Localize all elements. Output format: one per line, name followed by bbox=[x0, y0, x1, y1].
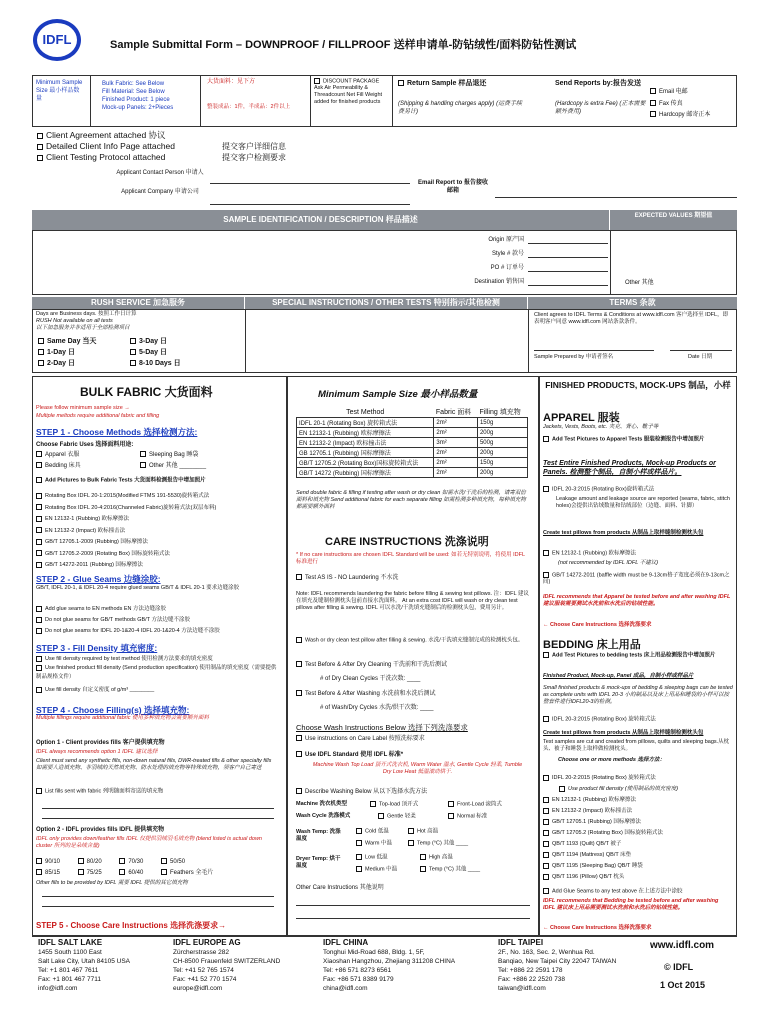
bulk-title: BULK FABRIC 大货面料 bbox=[80, 385, 213, 399]
fills-line-1[interactable] bbox=[42, 808, 274, 809]
return-sample-checkbox[interactable]: Return Sample 样品退还 bbox=[398, 78, 486, 88]
bedding-en-12132-1[interactable]: EN 12132-1 (Rubbing) 欧标摩擦法 bbox=[543, 795, 733, 806]
method-idfl-20-1[interactable]: Rotating Box IDFL 20-1:2015(Modified FTMS 191-5530)旋转箱式法 bbox=[36, 491, 286, 503]
apparel-gbt-14272[interactable]: GB/T 14272-2011 (baffle width must be 9-13cm格子宽度必须在9-13cm之间) bbox=[543, 572, 730, 586]
top-load[interactable]: Top-load 顶开式 bbox=[370, 801, 418, 808]
normal[interactable]: Normal 标准 bbox=[448, 813, 487, 820]
method-idfl-20-4[interactable]: Rotating Box IDFL 20-4:2016(Channeled Fabric)旋转箱式法(双层布料) bbox=[36, 503, 286, 515]
option1-note: IDFL always recommends option 1 IDFL 建议选择 bbox=[36, 749, 158, 755]
bedding-qbt-1194[interactable]: QB/T 1194 (Mattress) QB/T 床垫 bbox=[543, 850, 733, 861]
step1-title: STEP 1 - Choose Methods 选择检测方法: bbox=[36, 427, 198, 437]
choose-wash: Choose Wash Instructions Below 选择下列洗涤要求 bbox=[296, 723, 468, 732]
footer-taipei: IDFL TAIPEI 2F., No. 163, Sec. 2, Wenhua Rd. Banqiao, New Taipei City 22047 TAIWAN Tel: +886 22 2591 178 Fax: +886 22 2520 738 taiwan@idfl.com bbox=[498, 938, 617, 992]
dryer-low[interactable]: Low 低温 bbox=[356, 854, 388, 861]
other-fills-note: Other fills to be provided by IDFL 需要 IDFL 提供的其它填充物 bbox=[36, 880, 188, 886]
table-row: GB/T 14272 (Rubbing) 国标摩擦法 2m² 200g bbox=[297, 468, 528, 478]
other-fills-line-2[interactable] bbox=[42, 906, 274, 907]
option2-note: IDFL only provides down/feather fills IDFL 仅提供羽绒羽毛填充物 (blend listed is actual down cluster 所列的是朵绒含量) bbox=[36, 836, 262, 849]
attach-client-info[interactable]: Detailed Client Info Page attached bbox=[37, 141, 175, 152]
hardcopy-note: (Hardcopy is extra Fee) (正本需要额外费用) bbox=[555, 101, 646, 115]
glue-idfl[interactable]: Do not glue seams for IDFL 20-1&20-4 IDFL 20-1&20-4 方法边缝不涂胶 bbox=[36, 626, 286, 637]
bedding-title: BEDDING 床上用品 bbox=[543, 639, 641, 651]
rush-8-10-day[interactable]: 8-10 Days 日 bbox=[130, 358, 181, 369]
contact-person-field[interactable] bbox=[210, 183, 410, 184]
copyright: © IDFL bbox=[664, 962, 694, 972]
apparel-m1-note: Leakage amount and leakage source are reported (seams, fabric, stitch holes)会提供出钻绒数量和钻绒部位（边缝、面料、针脚） bbox=[556, 496, 730, 509]
step3-title: STEP 3 - Fill Density 填充密度: bbox=[36, 643, 158, 653]
wash-cycle-label: Wash Cycle 洗涤模式 bbox=[296, 813, 351, 819]
other-care-line-1[interactable] bbox=[296, 905, 530, 906]
svg-text:IDFL: IDFL bbox=[42, 32, 72, 47]
dryer-high[interactable]: High 高温 bbox=[420, 854, 453, 861]
warm[interactable]: Warm 中温 bbox=[356, 840, 392, 847]
fill-blends bbox=[36, 857, 286, 879]
fill-density-options bbox=[36, 655, 281, 695]
finished-title: FINISHED PRODUCTS, MOCK-UPS 制品，小样 bbox=[545, 380, 731, 390]
apparel-idfl-20-3[interactable]: IDFL 20-3:2015 (Rotating Box)旋转箱式法 bbox=[543, 486, 654, 493]
method-gbt-12705-1[interactable]: GB/T 12705.1-2009 (Rubbing) 国标摩擦法 bbox=[36, 537, 286, 549]
no-laundering[interactable]: Test AS IS - NO Laundering 不水洗 bbox=[296, 574, 398, 582]
dryer-medium[interactable]: Medium 中温 bbox=[356, 866, 397, 873]
attachments-cn: 提交客户详细信息 提交客户检测要求 bbox=[222, 142, 286, 162]
step2-note: GB/T, IDFL 20-1, & IDFL 20-4 require glued seams GB/T & IDFL 20-1 要求边缝涂胶 bbox=[36, 585, 240, 591]
other-care-line-2[interactable] bbox=[296, 918, 530, 919]
return-note: (Shipping & handling charges apply) (运费手续费另计) bbox=[398, 101, 523, 115]
hardcopy-checkbox[interactable]: Hardcopy 邮寄正本 bbox=[650, 111, 710, 119]
fill-85-15[interactable]: 85/15 bbox=[36, 868, 76, 879]
step4-title: STEP 4 - Choose Filling(s) 选择填充物: bbox=[36, 705, 190, 715]
min-size-label: Minimum Sample Size 最小样品数量 bbox=[36, 80, 83, 102]
bedding-methods bbox=[543, 773, 733, 883]
wash-cycles[interactable]: # of Wash/Dry Cycles 水洗/烘干次数: ____ bbox=[320, 705, 434, 711]
special-bar: SPECIAL INSTRUCTIONS / OTHER TESTS 特别指示/其他检测 bbox=[245, 297, 527, 309]
option1-text: Client must send any synthetic fills, non-down natural fills, DWR-treated fills & other specialty fills 如需要人造填充物、非羽绒的天然填充物、防水处理的填充物等特殊填充物，须客户自己寄送 bbox=[36, 758, 272, 771]
bulk-note1: Please follow minimum sample size → bbox=[36, 405, 130, 411]
other-label: Other 其他 bbox=[625, 280, 654, 286]
fill-70-30[interactable]: 70/30 bbox=[119, 857, 159, 868]
table-row: GB/T 12705.2 (Rotating Box)国标旋转箱式法 2m² 150g bbox=[297, 458, 528, 468]
origin-field[interactable] bbox=[528, 243, 608, 244]
form-date: 1 Oct 2015 bbox=[660, 980, 706, 990]
apparel-en-12132-1[interactable]: EN 12132-1 (Rubbing) 欧标摩擦法 bbox=[543, 550, 636, 557]
fill-80-20[interactable]: 80/20 bbox=[78, 857, 118, 868]
rush-1-day[interactable]: 1-Day 日 bbox=[38, 347, 96, 358]
bedding-pictures[interactable]: Add Test Pictures to bedding tests 床上用品检测报告中增加照片 bbox=[543, 652, 733, 659]
hot[interactable]: Hot 高温 bbox=[408, 828, 438, 835]
bedding-qbt-1193[interactable]: QB/T 1193 (Quilt) QB/T 被子 bbox=[543, 839, 733, 850]
origin-label: Origin 原产国 bbox=[488, 237, 524, 243]
attach-agreement[interactable]: Client Agreement attached 协议 bbox=[37, 130, 175, 141]
method-gbt-12705-2[interactable]: GB/T 12705.2-2009 (Rotating Box) 国标旋转箱式法 bbox=[36, 549, 286, 561]
option2-title: Option 2 - IDFL provides fills IDFL 提供填充物 bbox=[36, 827, 165, 833]
rush-5-day[interactable]: 5-Day 日 bbox=[130, 347, 181, 358]
bedding-qbt-1195[interactable]: QB/T 1195 (Sleeping Bag) QB/T 睡袋 bbox=[543, 861, 733, 872]
bedding-care-link[interactable]: ← Choose Care Instructions 选择洗涤要求 bbox=[543, 925, 652, 931]
table-row: GB 12705.1 (Rubbing) 国标摩擦法 2m² 200g bbox=[297, 448, 528, 458]
destination-label: Destination 销售国 bbox=[474, 279, 524, 285]
care-note2: Note: IDFL recommends laundering the fabric before filling & sewing test pillows. 注：IDFL 建议在填充及缝制检测枕头包前直接水洗面料。 At an extra cost IDFL will wash or dry clean test pillows after filling & sewing. IDFL 可以水洗/干洗填充缝制后的检测枕头包，费用另计。 bbox=[296, 591, 529, 611]
email-checkbox[interactable]: Email 电邮 bbox=[650, 88, 688, 96]
apparel-m2-note: (not recommended by IDFL IDFL 不建议) bbox=[558, 560, 659, 566]
signature-field[interactable] bbox=[534, 350, 654, 351]
bulk-methods bbox=[36, 491, 286, 572]
rush-2-day[interactable]: 2-Day 日 bbox=[38, 358, 96, 369]
dryer-temp-other[interactable]: Temp (°C) 其他 ____ bbox=[420, 866, 480, 873]
po-label: PO # 订单号 bbox=[490, 265, 524, 271]
method-gbt-14272[interactable]: GB/T 14272-2011 (Rubbing) 国标摩擦法 bbox=[36, 560, 286, 572]
bedding-qbt-1196[interactable]: QB/T 1196 (Pillow) QB/T 枕头 bbox=[543, 872, 733, 883]
footer-china: IDFL CHINA Tonghui Mid-Road 688, Bldg. 1, 5F, Xiaoshan Hangzhou, Zhejiang 311208 CHINA Tel: +86 571 8273 6561 Fax: +86 571 8389 9179 china@idfl.com bbox=[323, 938, 456, 992]
front-load[interactable]: Front-Load 滚筒式 bbox=[448, 801, 502, 808]
fill-60-40[interactable]: 60/40 bbox=[119, 868, 159, 879]
bedding-sub: Finished Product, Mock-up, Panel 成品，自制小样或样品片 bbox=[543, 673, 694, 679]
wash-dry-pillow[interactable]: Wash or dry clean test pillow after filling & sewing. 水洗/干洗填充缝制完成的检测枕头包。 bbox=[296, 637, 528, 644]
rush-options-left bbox=[38, 336, 96, 369]
step5-title: STEP 5 - Choose Care Instructions 选择洗涤要求→ bbox=[36, 921, 227, 930]
attach-protocol[interactable]: Client Testing Protocol attached bbox=[37, 152, 175, 163]
rush-3-day[interactable]: 3-Day 日 bbox=[130, 336, 181, 347]
use-bedding[interactable]: Bedding 床具 bbox=[36, 462, 81, 470]
option1-title: Option 1 - Client provides fills 客户提供填充物 bbox=[36, 740, 165, 746]
apparel-title: APPAREL 服装 bbox=[543, 412, 620, 424]
dry-cycles[interactable]: # of Dry Clean Cycles 干洗次数: ____ bbox=[320, 676, 421, 682]
apparel-care-link[interactable]: ← Choose Care Instructions 选择洗涤要求 bbox=[543, 622, 652, 628]
bedding-recommend: IDFL recommends that Bedding be tested before and after washing IDFL 建议床上用品需要测试水洗前和水洗后的钻绒性能。 bbox=[543, 898, 719, 911]
style-label: Style # 款号 bbox=[491, 251, 524, 257]
fd-product[interactable]: Use finished product fill density (Send production specification) 使用制品的填充密度（需要提供制品规格文件） bbox=[36, 665, 277, 680]
glue-options bbox=[36, 604, 286, 637]
apparel-recommend: IDFL recommends that Apparel be tested before and after washing IDFL 建议服装需要测试水洗前和水洗后的钻绒性能。 bbox=[543, 594, 731, 607]
min-size-title: Minimum Sample Size 最小样品数量 bbox=[318, 389, 478, 400]
prepared-label: Sample Prepared by 申请者签名 bbox=[534, 354, 614, 360]
before-after-wash[interactable]: Test Before & After Washing 水洗前和水洗后测试 bbox=[296, 690, 435, 698]
bedding-create: Create test pillows from products 从制品上取样缝制检测枕头包 bbox=[543, 730, 704, 736]
footer-europe: IDFL EUROPE AG Zürcherstrasse 282 CH-8500 Frauenfeld SWITZERLAND Tel: +41 52 765 1574 Fax: +41 52 770 1574 europe@idfl.com bbox=[173, 938, 281, 992]
bedding-en-12132-2[interactable]: EN 12132-2 (Impact) 欧标撞击法 bbox=[543, 806, 733, 817]
website-link[interactable]: www.idfl.com bbox=[650, 940, 715, 951]
other-care-label: Other Care Instructions 其他说明 bbox=[296, 885, 384, 891]
use-other[interactable]: Other 其他 ________ bbox=[140, 462, 206, 470]
bedding-idfl-20-3[interactable]: IDFL 20-3:2015 (Rotating Box) 旋转箱式法 bbox=[543, 716, 656, 723]
form-title: Sample Submittal Form – DOWNPROOF / FILLPROOF 送样申请单-防钻绒性/面料防钻性测试 bbox=[110, 39, 577, 51]
method-en-12132-2[interactable]: EN 12132-2 (Impact) 欧标撞击法 bbox=[36, 526, 286, 538]
bedding-glue[interactable]: Add Glue Seams to any test above 在上述方法中涂胶 bbox=[543, 888, 683, 895]
sizes-cn-fin: 整装成品：1件，半成品：2件以上 bbox=[207, 104, 291, 110]
care-note: * If no care instructions are chosen IDFL Standard will be used: 如若无特别说明，将使用 IDFL 标准进行 bbox=[296, 552, 525, 565]
contact-person-label: Applicant Contact Person 申请人 bbox=[116, 170, 204, 176]
list-fills[interactable]: List fills sent with fabric 列明随面料寄送的填充物 bbox=[36, 788, 163, 795]
one-or-more: Choose one or more methods 选择方法： bbox=[558, 757, 665, 763]
describe-washing[interactable]: Describe Washing Below 从以下选择水洗方法 bbox=[296, 788, 427, 796]
table-row: EN 12132-2 (Impact) 欧标撞击法 3m² 500g bbox=[297, 438, 528, 448]
min-size-note: Send double fabric & filling if testing after wash or dry clean 如需水洗/干洗后的检测，请寄双倍面料和填充物 Send additional fabric for each separate filling 如需检测多种填充物，每种填充物都需要额外面料 bbox=[296, 490, 526, 510]
fills-line-2[interactable] bbox=[42, 818, 274, 819]
fill-50-50[interactable]: 50/50 bbox=[161, 857, 201, 868]
bedding-gbt-12705-1[interactable]: GB/T 12705.1 (Rubbing) 国标摩擦法 bbox=[543, 817, 733, 828]
use-sleeping-bag[interactable]: Sleeping Bag 睡袋 bbox=[140, 451, 198, 459]
date-label: Date 日期 bbox=[688, 354, 713, 360]
fd-method[interactable]: Use fill density required by test method 使用检测方法要求的填充密度 bbox=[36, 655, 281, 664]
bedding-create-note: Test samples are cut and created from pillows, quilts and sleeping bags.从枕头、被子和睡袋上取样做检测枕头。 bbox=[543, 739, 730, 752]
sample-id-bar: SAMPLE IDENTIFICATION / DESCRIPTION 样品描述 bbox=[32, 210, 609, 230]
sizes-cn: 大货面料：见下方 bbox=[207, 79, 256, 85]
discount-package[interactable]: DISCOUNT PACKAGE Ask Air Permeability & Threadcount Net Fill Weight added for finished products bbox=[314, 78, 383, 106]
apparel-sub: Jackets, Vests, Boots, etc. 夹克、背心、靴子等 bbox=[543, 424, 659, 430]
po-field[interactable] bbox=[528, 271, 608, 272]
care-title: CARE INSTRUCTIONS 洗涤说明 bbox=[325, 536, 489, 548]
idfl-standard-text: Machine Wash Top Load 顶开式洗衣机, Warm Water 温水, Gentle Cycle 轻柔, Tumble Dry Low Heat 低温滚动烘干. bbox=[312, 762, 523, 775]
bedding-gbt-12705-2[interactable]: GB/T 12705.2 (Rotating Box) 国标旋转箱式法 bbox=[543, 828, 733, 839]
rush-options-right bbox=[130, 336, 181, 369]
expected-values-bar: EXPECTED VALUES 期望值 bbox=[610, 210, 737, 230]
apparel-pictures[interactable]: Add Test Pictures to Apparel Tests 服装检测报告中增加照片 bbox=[543, 436, 733, 443]
idfl-logo bbox=[32, 18, 82, 63]
use-apparel[interactable]: Apparel 衣服 bbox=[36, 451, 79, 459]
bedding-use-density[interactable]: Use product fill density (使用制品的填充密度) bbox=[543, 784, 733, 795]
rush-note: Days are Business days. 按照工作日计算 RUSH Not available on all tests 以下加急服务并非适用于全部检测项目 bbox=[36, 311, 137, 331]
terms-bar: TERMS 条款 bbox=[528, 297, 737, 309]
glue-en[interactable]: Add glue seams to EN methods EN 方法边缝涂胶 bbox=[36, 604, 286, 615]
wash-temp-other[interactable]: Temp (°C) 其他 ____ bbox=[408, 840, 468, 847]
table-row: IDFL 20-1 (Rotating Box) 旋转箱式法 2m² 150g bbox=[297, 418, 528, 428]
other-fills-line-1[interactable] bbox=[42, 896, 274, 897]
company-label: Applicant Company 申请公司 bbox=[121, 189, 199, 195]
bulk-note2: Multiple meltods require additional fabric and filling bbox=[36, 413, 160, 419]
cold[interactable]: Cold 低温 bbox=[356, 828, 389, 835]
fill-feathers[interactable]: Feathers 全毛片 bbox=[161, 868, 213, 879]
step2-title: STEP 2 - Glue Seams 边缝涂胶: bbox=[36, 574, 161, 584]
apparel-note: Test Entire Finished Products, Mock-up Products or Panels. 检测整个制品，自制小样或样品片。 bbox=[543, 460, 716, 476]
use-idfl-standard[interactable]: Use IDFL Standard 使用 IDFL 标准* bbox=[296, 751, 403, 759]
gentle[interactable]: Gentle 轻柔 bbox=[378, 813, 416, 820]
wash-temp-label: Wash Temp: 洗涤温度 bbox=[296, 829, 341, 842]
terms-text: Client agrees to IDFL Terms & Conditions at www.idfl.com 客户选择至 IDFL，即表明客户同意 www.idfl.com 网站条款条件。 bbox=[534, 312, 729, 325]
date-field[interactable] bbox=[670, 350, 732, 351]
fax-checkbox[interactable]: Fax 传真 bbox=[650, 100, 683, 108]
email-report-label: Email Report to 报告接收邮箱 bbox=[418, 180, 489, 194]
company-field[interactable] bbox=[210, 204, 410, 205]
email-report-field[interactable] bbox=[495, 197, 737, 198]
bedding-note: Small finished products & mock-ups of bedding & sleeping bags can be tested as complete units with IDFL 20-3 小的制品以及床上用品和睡袋的小样可以按整套件进行IDFL20-3的检测。 bbox=[543, 685, 733, 705]
step4-note: Multiple fillings require additional fabric 使用多种填充物会需要额外面料 bbox=[36, 715, 209, 721]
destination-field[interactable] bbox=[528, 285, 608, 286]
fill-90-10[interactable]: 90/10 bbox=[36, 857, 76, 868]
method-en-12132-1[interactable]: EN 12132-1 (Rubbing) 欧标摩擦法 bbox=[36, 514, 286, 526]
before-after-dry[interactable]: Test Before & After Dry Cleaning 干洗前和干洗后测试 bbox=[296, 661, 447, 669]
fabric-use-label: Choose Fabric Uses 选择面料用途: bbox=[36, 442, 134, 448]
rush-same-day[interactable]: Same Day 当天 bbox=[38, 336, 96, 347]
sizes-en: Bulk Fabric: See Below Fill Material: See Below Finished Product: 1 piece Mock-up Panels: 2+Pieces bbox=[102, 81, 174, 111]
rush-bar: RUSH SERVICE 加急服务 bbox=[32, 297, 244, 309]
glue-gbt[interactable]: Do not glue seams for GB/T methods GB/T 方法边缝不涂胶 bbox=[36, 615, 286, 626]
apparel-create: Create test pillows from products 从制品上取样缝制检测枕头包 bbox=[543, 530, 704, 536]
footer-salt-lake: IDFL SALT LAKE 1455 South 1100 East Salt Lake City, Utah 84105 USA Tel: +1 801 467 7611 Fax: +1 801 467 7711 info@idfl.com bbox=[38, 938, 131, 992]
min-size-table: Test Method Fabric 面料 Filling 填充物 IDFL 20-1 (Rotating Box) 旋转箱式法 2m² 150g EN 12132-1 (Rubbing) 欧标摩擦法 2m² 200g EN 12132-2 (Impact) 欧标撞击法 3m² 500g GB 12705.1 (Rubbing) 国标摩擦法 2m² 200g GB/T 12705.2 (Rotating Box)国标旋转箱式法 2m² 150g GB/T 14272 (Rubbing) 国标摩擦法 2m² 200g bbox=[296, 407, 528, 478]
fd-custom[interactable]: Use fill density 自定义密度 of g/m³ ________ bbox=[36, 686, 281, 695]
bulk-add-pictures[interactable]: Add Pictures to Bulk Fabric Tests 大货面料检测报告中增加照片 bbox=[36, 477, 206, 484]
bedding-idfl-20-2[interactable]: IDFL 20-2:2015 (Rotating Box) 旋转箱式法 bbox=[543, 773, 733, 784]
machine-label: Machine 洗衣机类型 bbox=[296, 801, 348, 807]
fill-75-25[interactable]: 75/25 bbox=[78, 868, 118, 879]
style-field[interactable] bbox=[528, 257, 608, 258]
use-care-label[interactable]: Use instructions on Care Label 按照洗标要求 bbox=[296, 735, 425, 743]
dryer-temp-label: Dryer Temp: 烘干温度 bbox=[296, 856, 341, 869]
attachments bbox=[37, 130, 175, 163]
reports-by-label: Send Reports by:报告发送 bbox=[555, 80, 641, 87]
table-row: EN 12132-1 (Rubbing) 欧标摩擦法 2m² 200g bbox=[297, 428, 528, 438]
